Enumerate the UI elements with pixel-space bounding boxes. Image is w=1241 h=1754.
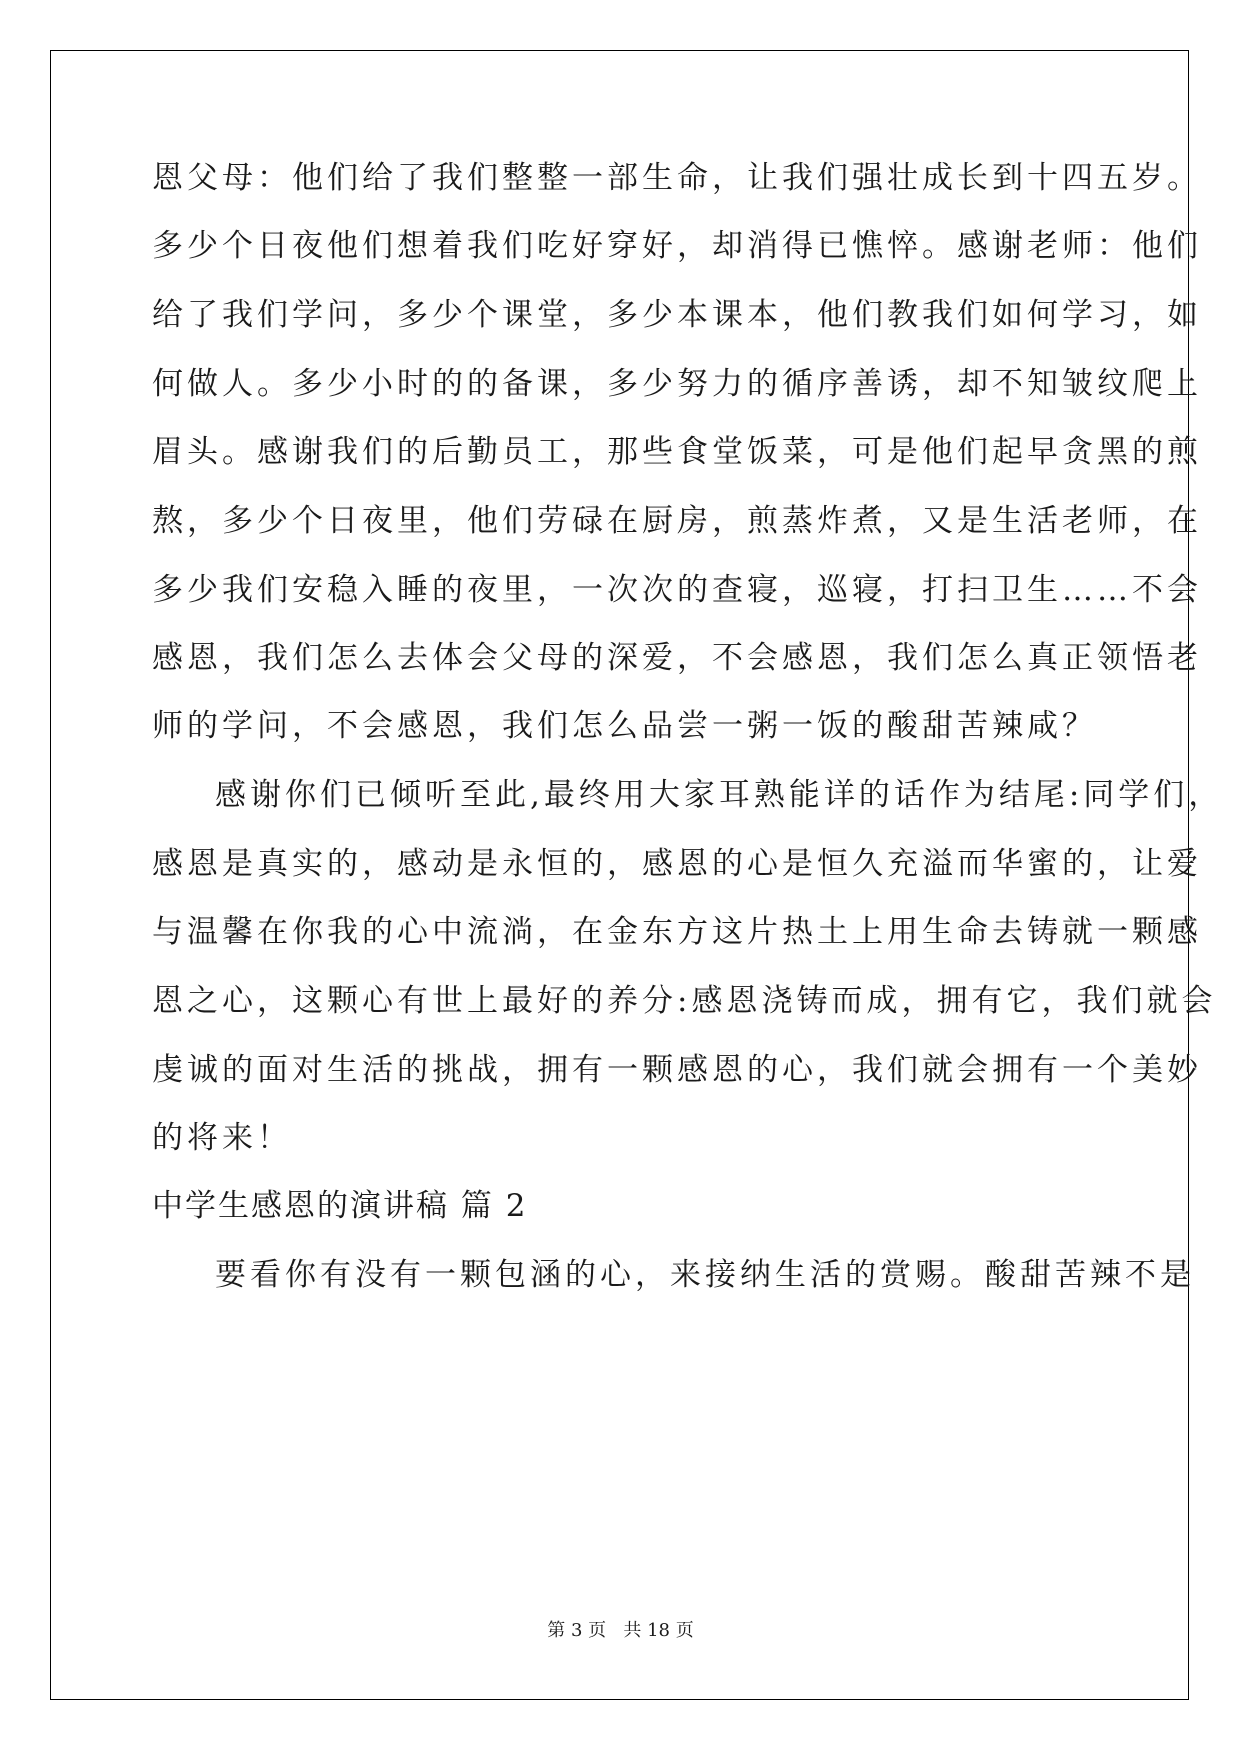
body-line: 感恩是真实的，感动是永恒的，感恩的心是恒久充溢而华蜜的，让爱 <box>152 846 1202 882</box>
body-line: 何做人。多少小时的的备课，多少努力的循序善诱，却不知皱纹爬上 <box>152 366 1202 402</box>
body-line: 恩父母：他们给了我们整整一部生命，让我们强壮成长到十四五岁。 <box>152 160 1202 196</box>
section-heading: 中学生感恩的演讲稿 篇 2 <box>152 1188 528 1224</box>
body-line: 师的学问，不会感恩，我们怎么品尝一粥一饭的酸甜苦辣咸？ <box>152 708 1097 744</box>
body-line: 多少个日夜他们想着我们吃好穿好，却消得已憔悴。感谢老师：他们 <box>152 228 1202 264</box>
paragraph-start-line: 要看你有没有一颗包涵的心，来接纳生活的赏赐。酸甜苦辣不是 <box>215 1257 1195 1293</box>
body-line: 感恩，我们怎么去体会父母的深爱，不会感恩，我们怎么真正领悟老 <box>152 640 1202 676</box>
paragraph-start-line: 感谢你们已倾听至此,最终用大家耳熟能详的话作为结尾:同学们， <box>215 777 1224 813</box>
body-line: 与温馨在你我的心中流淌，在金东方这片热土上用生命去铸就一颗感 <box>152 914 1202 950</box>
body-line: 熬，多少个日夜里，他们劳碌在厨房，煎蒸炸煮，又是生活老师，在 <box>152 503 1202 539</box>
body-line: 的将来！ <box>152 1120 292 1156</box>
body-line: 眉头。感谢我们的后勤员工，那些食堂饭菜，可是他们起早贪黑的煎 <box>152 434 1202 470</box>
page-footer: 第 3 页 共 18 页 <box>547 1620 694 1641</box>
body-line: 虔诚的面对生活的挑战，拥有一颗感恩的心，我们就会拥有一个美妙 <box>152 1052 1202 1088</box>
body-line: 恩之心，这颗心有世上最好的养分:感恩浇铸而成，拥有它，我们就会 <box>152 983 1217 1019</box>
body-line: 多少我们安稳入睡的夜里，一次次的查寝，巡寝，打扫卫生……不会 <box>152 572 1202 608</box>
body-line: 给了我们学问，多少个课堂，多少本课本，他们教我们如何学习，如 <box>152 297 1202 333</box>
